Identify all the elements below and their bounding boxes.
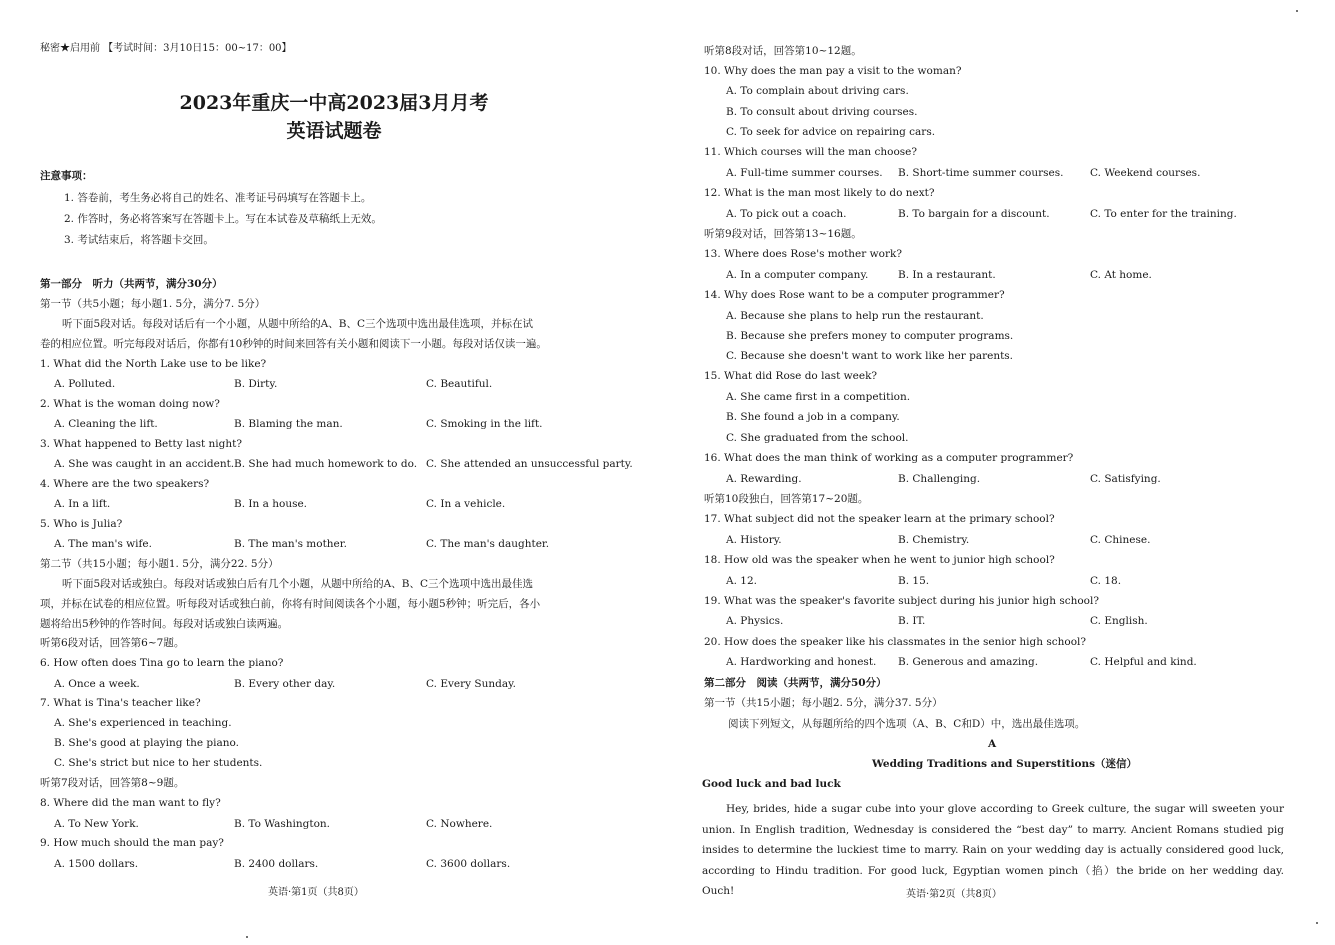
option-c: C. Every Sunday. — [426, 678, 517, 690]
scan-speck — [1316, 922, 1318, 924]
notes-title: 注意事项： — [40, 170, 93, 182]
option-c: C. She graduated from the school. — [726, 432, 909, 444]
option-b: B. The man's mother. — [234, 538, 347, 550]
note-item: 3. 考试结束后，将答题卡交回。 — [64, 234, 214, 246]
option-c: C. English. — [1090, 615, 1148, 627]
question-text: 18. How old was the speaker when he went to junior high school? — [704, 554, 1055, 566]
question-text: 2. What is the woman doing now? — [40, 398, 220, 410]
option-a: A. In a lift. — [54, 498, 111, 510]
option-a: A. She came first in a competition. — [726, 391, 911, 403]
dialogue-heading: 听第8段对话，回答第10~12题。 — [704, 45, 862, 57]
option-a: A. Hardworking and honest. — [726, 656, 877, 668]
option-c: C. Satisfying. — [1090, 473, 1161, 485]
question-text: 3. What happened to Betty last night? — [40, 438, 242, 450]
section-instructions: 题将给出5秒钟的作答时间。每段对话或独白读两遍。 — [40, 618, 289, 630]
question-text: 19. What was the speaker's favorite subject during his junior high school? — [704, 595, 1099, 607]
option-a: A. The man's wife. — [54, 538, 152, 550]
dialogue-heading: 听第9段对话，回答第13~16题。 — [704, 228, 862, 240]
question-text: 5. Who is Julia? — [40, 518, 123, 530]
option-c: C. Because she doesn't want to work like her parents. — [726, 350, 1014, 362]
section-instructions: 卷的相应位置。听完每段对话后，你都有10秒钟的时间来回答有关小题和阅读下一小题。每段对话仅读一遍。 — [40, 338, 547, 350]
option-c: C. Smoking in the lift. — [426, 418, 543, 430]
option-b: B. Generous and amazing. — [898, 656, 1039, 668]
section-heading: 第一节（共5小题；每小题1. 5分，满分7. 5分） — [40, 298, 266, 310]
page-footer: 英语·第1页（共8页） — [268, 887, 364, 898]
dialogue-heading: 听第6段对话，回答第6~7题。 — [40, 637, 185, 649]
option-a: A. History. — [726, 534, 782, 546]
section-heading: 第二节（共15小题；每小题1. 5分，满分22. 5分） — [40, 558, 279, 570]
option-c: C. To seek for advice on repairing cars. — [726, 126, 936, 138]
question-text: 1. What did the North Lake use to be like? — [40, 358, 267, 370]
question-text: 6. How often does Tina go to learn the piano? — [40, 657, 284, 669]
option-c: C. She attended an unsuccessful party. — [426, 458, 633, 470]
option-a: A. Rewarding. — [726, 473, 802, 485]
passage-title: Wedding Traditions and Superstitions（迷信） — [872, 758, 1138, 770]
option-b: B. 2400 dollars. — [234, 858, 319, 870]
option-b: B. She found a job in a company. — [726, 411, 900, 423]
option-b: B. She's good at playing the piano. — [54, 737, 239, 749]
option-a: A. To pick out a coach. — [726, 208, 847, 220]
section-instructions: 听下面5段对话。每段对话后有一个小题，从题中所给的A、B、C三个选项中选出最佳选项，并标在试 — [62, 318, 534, 330]
option-a: A. Full-time summer courses. — [726, 167, 883, 179]
option-a: A. Cleaning the lift. — [54, 418, 158, 430]
option-a: A. Because she plans to help run the restaurant. — [726, 310, 984, 322]
option-b: B. In a restaurant. — [898, 269, 996, 281]
option-b: B. Every other day. — [234, 678, 336, 690]
dialogue-heading: 听第10段独白，回答第17~20题。 — [704, 493, 869, 505]
option-a: A. 1500 dollars. — [54, 858, 139, 870]
note-item: 2. 作答时，务必将答案写在答题卡上。写在本试卷及草稿纸上无效。 — [64, 213, 382, 225]
page-footer: 英语·第2页（共8页） — [906, 889, 1002, 900]
question-text: 16. What does the man think of working as a computer programmer? — [704, 452, 1074, 464]
section-heading: 第一节（共15小题；每小题2. 5分，满分37. 5分） — [704, 697, 943, 709]
option-a: A. Physics. — [726, 615, 784, 627]
part-heading: 第二部分 阅读（共两节，满分50分） — [704, 677, 887, 689]
question-text: 12. What is the man most likely to do next? — [704, 187, 935, 199]
option-c: C. Chinese. — [1090, 534, 1151, 546]
note-item: 1. 答卷前，考生务必将自己的姓名、准考证号码填写在答题卡上。 — [64, 192, 372, 204]
option-c: C. In a vehicle. — [426, 498, 506, 510]
question-text: 17. What subject did not the speaker learn at the primary school? — [704, 513, 1055, 525]
option-c: C. At home. — [1090, 269, 1152, 281]
option-a: A. She's experienced in teaching. — [54, 717, 232, 729]
option-a: A. In a computer company. — [726, 269, 869, 281]
question-text: 9. How much should the man pay? — [40, 837, 224, 849]
option-b: B. Blaming the man. — [234, 418, 343, 430]
question-text: 4. Where are the two speakers? — [40, 478, 210, 490]
option-b: B. To bargain for a discount. — [898, 208, 1050, 220]
question-text: 7. What is Tina's teacher like? — [40, 697, 201, 709]
passage-letter: A — [988, 738, 997, 750]
question-text: 15. What did Rose do last week? — [704, 370, 878, 382]
section-instructions: 项，并标在试卷的相应位置。听每段对话或独白前，你将有时间阅读各个小题，每小题5秒钟；听完后，各小 — [40, 598, 541, 610]
option-c: C. Helpful and kind. — [1090, 656, 1197, 668]
section-instructions: 阅读下列短文，从每题所给的四个选项（A、B、C和D）中，选出最佳选项。 — [728, 718, 1086, 730]
part-heading: 第一部分 听力（共两节，满分30分） — [40, 278, 223, 290]
option-a: A. Once a week. — [54, 678, 140, 690]
option-c: C. 3600 dollars. — [426, 858, 511, 870]
option-a: A. She was caught in an accident. — [54, 458, 235, 470]
dialogue-heading: 听第7段对话，回答第8~9题。 — [40, 777, 185, 789]
exam-subtitle: 英语试题卷 — [286, 120, 382, 142]
option-b: B. To consult about driving courses. — [726, 106, 918, 118]
option-b: B. Dirty. — [234, 378, 278, 390]
scan-speck — [246, 936, 248, 938]
option-b: B. IT. — [898, 615, 926, 627]
question-text: 11. Which courses will the man choose? — [704, 146, 918, 158]
option-c: C. To enter for the training. — [1090, 208, 1237, 220]
option-b: B. Chemistry. — [898, 534, 970, 546]
question-text: 13. Where does Rose's mother work? — [704, 248, 902, 260]
option-b: B. To Washington. — [234, 818, 331, 830]
confidential-header: 秘密★启用前 【考试时间：3月10日15：00~17：00】 — [40, 43, 292, 54]
option-a: A. 12. — [726, 575, 757, 587]
option-b: B. Because she prefers money to computer programs. — [726, 330, 1014, 342]
page-2 — [668, 0, 1335, 945]
option-b: B. She had much homework to do. — [234, 458, 418, 470]
option-c: C. Nowhere. — [426, 818, 493, 830]
passage-paragraph: Hey, brides, hide a sugar cube into your glove according to Greek culture, the sugar will sweeten your union. In English tradition, Wednesday is considered the “best day” to marry. Ancient Romans studied pig insides to determine the luckiest time to marry. Rain on your wedding day is actually considered good luck, according to Hindu tradition. For good luck, Egyptian women pinch（掐）the bride on her wedding day. Ouch! — [702, 803, 1284, 897]
option-b: B. Challenging. — [898, 473, 981, 485]
option-a: A. To complain about driving cars. — [726, 85, 909, 97]
option-c: C. Weekend courses. — [1090, 167, 1201, 179]
passage-subheading: Good luck and bad luck — [702, 778, 841, 790]
option-b: B. 15. — [898, 575, 930, 587]
option-c: C. 18. — [1090, 575, 1122, 587]
scan-speck — [1296, 10, 1298, 12]
option-a: A. To New York. — [54, 818, 139, 830]
option-b: B. Short-time summer courses. — [898, 167, 1064, 179]
exam-title: 2023年重庆一中高2023届3月月考 — [179, 92, 489, 114]
question-text: 14. Why does Rose want to be a computer programmer? — [704, 289, 1005, 301]
question-text: 20. How does the speaker like his classmates in the senior high school? — [704, 636, 1086, 648]
option-c: C. She's strict but nice to her students. — [54, 757, 263, 769]
option-c: C. The man's daughter. — [426, 538, 550, 550]
section-instructions: 听下面5段对话或独白。每段对话或独白后有几个小题，从题中所给的A、B、C三个选项中选出最佳选 — [62, 578, 534, 590]
question-text: 10. Why does the man pay a visit to the woman? — [704, 65, 962, 77]
option-b: B. In a house. — [234, 498, 308, 510]
question-text: 8. Where did the man want to fly? — [40, 797, 221, 809]
option-a: A. Polluted. — [54, 378, 116, 390]
option-c: C. Beautiful. — [426, 378, 493, 390]
